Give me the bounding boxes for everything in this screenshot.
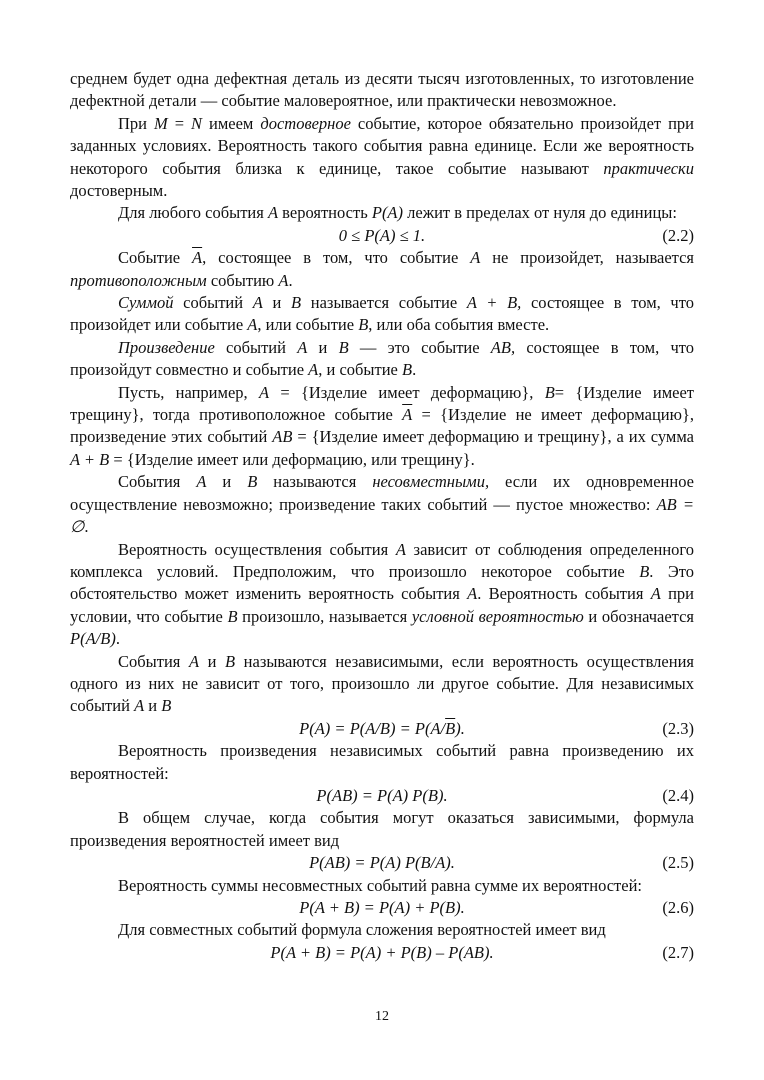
- paragraph-product-independent: Вероятность произведения независимых событий равна произведению их вероятностей:: [70, 741, 694, 783]
- equation-number: (2.6): [662, 897, 694, 917]
- formula: 0 ≤ P(A) ≤ 1.: [338, 225, 426, 245]
- paragraph-sum-events: Суммой событий A и B называется событие A + B, состоящее в том, что произойдет или событие A, или событие B, или оба события вместе.: [70, 293, 694, 335]
- equation-number: (2.3): [662, 718, 694, 738]
- equation-number: (2.5): [662, 853, 694, 873]
- paragraph-sum-incompatible: Вероятность суммы несовместных событий равна сумме их вероятностей:: [118, 875, 643, 895]
- equation-number: (2.7): [662, 942, 694, 962]
- paragraph-opposite-event: Событие $\overline{A}$, состоящее в том, что событие A не произойдет, называется противоположным событию A.: [70, 248, 694, 290]
- formula: P(AB) = P(A) P(B).: [316, 785, 448, 805]
- equation-2-5: [70, 852, 694, 874]
- formula: P(A + B) = P(A) + P(B) – P(AB).: [270, 942, 494, 962]
- equation-2-6: [70, 897, 694, 919]
- paragraph-product-events: Произведение событий A и B — это событие AB, состоящее в том, что произойдут совместно и событие A, и событие B.: [70, 337, 694, 380]
- paragraph-certain-event: При M = N имеем достоверное событие, которое обязательно произойдет при заданных условиях. Вероятность такого события равна единице. Если же вероятность некоторого события близка к единице, такое событие называют практически достоверным.: [70, 113, 694, 201]
- paragraph-independent: События A и B называются независимыми, если вероятность осуществления одного из них не зависит от того, произошло ли другое событие. Для независимых событий A и B: [70, 651, 694, 716]
- formula: $P(A) = P(A/B) = P(A/\overline{B})$.: [299, 718, 465, 738]
- equation-2-4: [70, 785, 694, 807]
- paragraph-example: Пусть, например, A = {Изделие имеет деформацию}, B= {Изделие имеет трещину}, тогда противоположное событие $\overline{A}$ = {Изделие не имеет деформацию}, произведение этих событий AB = {Изделие имеет деформацию и трещину}, а их сумма A + B = {Изделие имеет или деформацию, или трещину}.: [70, 382, 694, 469]
- paragraph-1: [70, 68, 694, 113]
- equation-2-2: [70, 225, 694, 247]
- equation-number: (2.4): [662, 785, 694, 805]
- text: среднем будет одна дефектная деталь из десяти тысяч изготовленных, то изготовление дефектной детали — событие маловероятное, или практически невозможное.: [70, 69, 694, 111]
- equation-2-3: [70, 718, 694, 740]
- formula: P(A + B) = P(A) + P(B).: [299, 897, 465, 917]
- equation-2-7: [70, 942, 694, 964]
- paragraph-probability-range: Для любого события A вероятность P(A) лежит в пределах от нуля до единицы:: [118, 203, 677, 223]
- equation-number: (2.2): [662, 225, 694, 245]
- page-number: 12: [375, 1009, 389, 1024]
- paragraph-conditional: Вероятность осуществления события A зависит от соблюдения определенного комплекса условий. Предположим, что произошло некоторое событие B. Это обстоятельство может изменить вероятность события A. Вероятность события A при условии, что событие B произошло, называется условной вероятностью и обозначается P(A/B).: [70, 539, 695, 649]
- page-body: [70, 68, 694, 964]
- paragraph-incompatible: События A и B называются несовместными, если их одновременное осуществление невозможно; произведение таких событий — пустое множество: AB = ∅.: [70, 472, 695, 537]
- paragraph-sum-compatible: Для совместных событий формула сложения вероятностей имеет вид: [118, 920, 606, 940]
- formula: P(AB) = P(A) P(B/A).: [309, 853, 455, 873]
- paragraph-general-case: В общем случае, когда события могут оказаться зависимыми, формула произведения вероятностей имеет вид: [70, 808, 694, 850]
